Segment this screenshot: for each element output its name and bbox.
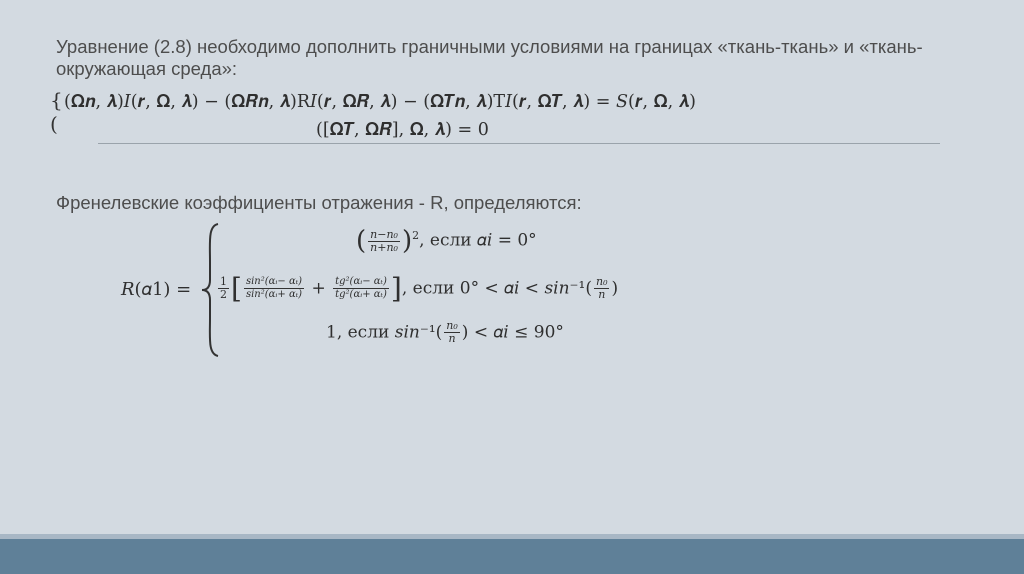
case-1-condition: , если 𝛼𝑖 = 0° [419,230,537,251]
fresnel-heading: Френелевские коэффициенты отражения - R, определяются: [56,192,582,213]
intro-line-1: Уравнение (2.8) необходимо дополнить граничными условиями на границах «ткань-ткань» и «ткань- [56,36,923,57]
intro-text [56,36,923,80]
equation-2: ([𝛀𝑻, 𝛀𝑹], 𝛀, 𝝀) = 0 [316,120,489,140]
case-2-condition: , если 0° < 𝛼𝑖 < 𝑠𝑖𝑛⁻¹( [401,278,592,299]
footer-bar [0,539,1024,574]
intro-line-2: окружающая среда»: [56,58,238,79]
equation-1: (𝛀𝒏, 𝝀)𝐼(𝒓, 𝛀, 𝝀) − (𝛀𝑹𝒏, 𝝀)R𝐼(𝒓, 𝛀𝑹, 𝝀) − (𝛀𝑻𝒏, 𝝀)T𝐼(𝒓, 𝛀𝑻, 𝝀) = 𝑆(𝒓, 𝛀, 𝝀) [64,92,696,112]
case-3-prefix: 1, если 𝑠𝑖𝑛⁻¹( [326,322,443,343]
case-2: $\frac{1}{2}$ [ $\frac{\text{sin²(αᵢ− αₜ)}}{\text{sin²(αᵢ+ αₜ)}}$ + $\frac{\text{tg²(αᵢ− αₜ)}}{\text{tg²(αᵢ+ αₜ)}}$ ], если 0° < 𝛼𝑖 < 𝑠𝑖𝑛⁻¹( $\frac{\text{n₀}}{n}$ ) [220,272,619,305]
fresnel-lhs: 𝑅(𝛼1) = [121,279,192,300]
case-3: 1, если 𝑠𝑖𝑛⁻¹( $\frac{\text{n₀}}{n}$ ) < 𝛼𝑖 ≤ 90° [326,319,564,345]
system-brace-bottom: ( [50,112,58,136]
case-3-condition: ) < 𝛼𝑖 ≤ 90° [461,322,564,343]
case-1: ( $\frac{\text{n−n₀}}{\text{n+n₀}}$ )$^2$, если 𝛼𝑖 = 0° [356,226,537,256]
divider [98,143,940,144]
system-brace-top: { [50,88,63,112]
